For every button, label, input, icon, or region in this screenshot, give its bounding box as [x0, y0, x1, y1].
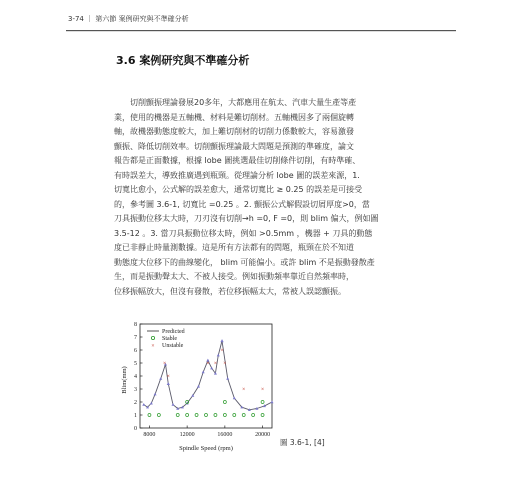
legend-predicted-label: Predicted	[162, 329, 185, 335]
header-separator: ｜	[86, 15, 94, 23]
unstable-point: ×	[223, 361, 227, 367]
x-tick-label: 20000	[255, 432, 271, 438]
y-tick-label: 0	[134, 426, 137, 432]
body-line: 切寬比愈小，公式解的誤差愈大，通常切寬比 ≥ 0.25 的誤差是可接受	[114, 185, 363, 194]
x-tick-label: 16000	[217, 432, 233, 438]
header-rule-shadow	[66, 31, 456, 32]
running-header	[68, 14, 189, 24]
stability-lobe-chart	[118, 318, 278, 456]
plot-frame	[140, 324, 272, 428]
body-line: 度已非靜止時量測數據。這是所有方法都有的問題，瓶頸在於不知道	[114, 243, 354, 252]
figure-caption: 圖 3.6-1, [4]	[280, 438, 325, 447]
unstable-point: ×	[220, 348, 224, 354]
body-line: 切削顫振理論發展20多年，大都應用在航太、汽車大量生產等產	[130, 98, 357, 107]
body-line: 顫振、降低切削效率。切削顫振理論最大問題是預測的準確度，論文	[114, 141, 354, 151]
y-tick-label: 6	[134, 348, 137, 354]
body-line: 軸，故機器動態度較大，加上難切削材的切削力係數較大，容易激發	[114, 127, 354, 136]
y-tick-label: 8	[134, 322, 137, 328]
y-tick-label: 2	[134, 400, 137, 406]
body-line: 位移振幅放大，但沒有發散，若位移振幅太大，常被人誤認顫振。	[114, 286, 346, 296]
y-tick-label: 5	[134, 361, 137, 367]
unstable-point: ×	[213, 361, 218, 367]
section-title: 3.6 案例研究與不準確分析	[116, 54, 250, 67]
page-number: 3-74	[68, 15, 84, 23]
legend-unstable-swatch: ×	[151, 343, 155, 350]
legend-unstable-label: Unstable	[162, 343, 184, 349]
body-line: 動態度大位移下的曲線變化， blim 可能偏小。或許 blim 不是振動發散產	[114, 257, 375, 267]
x-tick-label: 8000	[143, 432, 156, 438]
body-line: 的，參考圖 3.6-1, 切寬比 =0.25 。2. 顫振公式解假設切屑厚度>0，當	[114, 199, 370, 209]
legend-stable-label: Stable	[162, 336, 177, 342]
body-line: 3.5-12 。3. 當刀具振動位移太時，例如 >0.5mm ，機器 + 刀具的動態	[114, 228, 373, 238]
y-tick-label: 7	[134, 335, 137, 341]
x-axis-label: Spindle Speed (rpm)	[179, 445, 233, 452]
unstable-point: ×	[260, 387, 265, 393]
x-tick-label: 12000	[179, 432, 195, 438]
body-line: 刀具振動位移太大時，刀刃沒有切削→h =0, F =0，則 blim 偏大，例如圖	[114, 214, 379, 223]
y-tick-label: 4	[134, 374, 137, 380]
y-tick-label: 3	[134, 387, 137, 393]
stability-lobe-figure	[118, 318, 278, 456]
body-line: 業，使用的機器是五軸機、材料是難切削材。五軸機因多了兩個旋轉	[114, 112, 354, 122]
y-axis-label: Blim(mm)	[121, 366, 128, 394]
body-paragraph	[114, 96, 420, 299]
unstable-point: ×	[162, 361, 167, 367]
body-line: 有時誤差大，導致推廣遇到瓶頸。從理論分析 lobe 圖的誤差來源，1.	[114, 170, 360, 180]
body-line: 報告都是正面數據，根據 lobe 圖挑選最佳切削條件切削，有時準確、	[114, 156, 361, 165]
body-line: 生，而是振動聲太大、不被人接受。例如振動頻率靠近自然頻率時，	[114, 272, 354, 281]
y-tick-label: 1	[134, 413, 137, 419]
unstable-point: ×	[242, 387, 246, 393]
chapter-title: 第六節 案例研究與不準確分析	[95, 15, 189, 23]
unstable-point: ×	[206, 361, 210, 367]
unstable-point: ×	[166, 374, 170, 380]
